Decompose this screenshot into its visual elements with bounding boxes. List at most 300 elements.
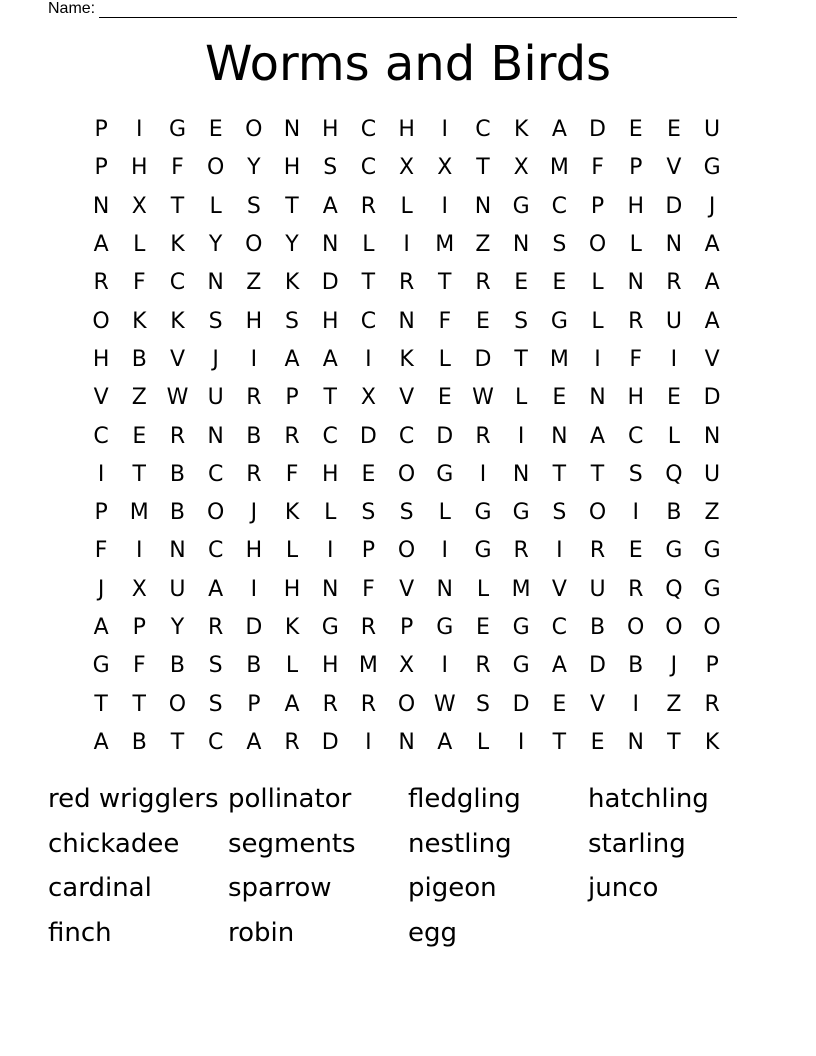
grid-letter[interactable]: R [704, 691, 720, 717]
grid-letter[interactable]: R [628, 308, 644, 334]
grid-letter[interactable]: G [436, 461, 454, 487]
grid-letter[interactable]: P [247, 691, 261, 717]
grid-letter[interactable]: M [549, 346, 569, 372]
grid-letter[interactable]: A [551, 653, 567, 679]
grid-letter[interactable]: B [169, 653, 186, 679]
grid-letter[interactable]: I [479, 461, 487, 487]
grid-letter[interactable]: E [437, 385, 452, 411]
grid-letter[interactable]: D [474, 346, 492, 372]
grid-letter[interactable]: G [474, 538, 492, 564]
grid-letter[interactable]: F [285, 461, 299, 487]
grid-letter[interactable]: G [550, 308, 568, 334]
grid-letter[interactable]: D [665, 193, 683, 219]
grid-letter[interactable]: A [704, 308, 720, 334]
grid-letter[interactable]: N [512, 232, 530, 258]
grid-row [82, 494, 732, 532]
grid-letter[interactable]: C [360, 117, 377, 143]
grid-letter[interactable]: O [588, 232, 607, 258]
grid-letter[interactable]: G [92, 653, 110, 679]
grid-letter[interactable]: N [398, 729, 415, 755]
grid-letter[interactable]: F [438, 308, 452, 334]
grid-letter[interactable]: R [208, 615, 224, 640]
grid-letter[interactable]: H [92, 346, 110, 372]
grid-letter[interactable]: J [708, 193, 716, 219]
grid-letter[interactable]: N [474, 193, 492, 219]
grid-letter[interactable]: R [398, 270, 415, 296]
grid-letter[interactable]: P [94, 500, 108, 526]
grid-letter[interactable]: G [512, 500, 530, 526]
grid-letter[interactable]: O [245, 117, 263, 143]
grid-letter[interactable]: G [321, 615, 339, 640]
word-list-item: chickadee [48, 828, 180, 859]
grid-letter[interactable]: N [321, 576, 339, 602]
grid-letter[interactable]: D [703, 385, 721, 411]
grid-letter[interactable]: K [284, 500, 300, 526]
grid-letter[interactable]: C [551, 615, 568, 640]
grid-letter[interactable]: S [475, 691, 490, 717]
grid-letter[interactable]: I [556, 538, 563, 564]
grid-letter[interactable]: F [132, 653, 146, 679]
grid-letter[interactable]: O [397, 538, 416, 564]
grid-letter[interactable]: Z [704, 500, 720, 526]
grid-letter[interactable]: Z [475, 232, 491, 258]
grid-letter[interactable]: C [551, 193, 568, 219]
grid-letter[interactable]: T [667, 729, 681, 755]
grid-letter[interactable]: G [512, 193, 530, 219]
grid-letter[interactable]: C [93, 423, 109, 449]
name-field-row [48, 0, 737, 18]
grid-letter[interactable]: F [362, 576, 375, 602]
grid-letter[interactable]: F [171, 155, 184, 181]
grid-letter[interactable]: A [284, 346, 300, 372]
grid-letter[interactable]: U [589, 576, 606, 602]
grid-letter[interactable]: S [399, 500, 414, 526]
grid-letter[interactable]: B [169, 500, 186, 526]
grid-letter[interactable]: T [94, 691, 108, 717]
grid-letter[interactable]: U [704, 461, 721, 487]
grid-letter[interactable]: B [246, 423, 262, 449]
grid-letter[interactable]: A [590, 423, 606, 449]
grid-letter[interactable]: C [475, 117, 491, 143]
grid-letter[interactable]: S [323, 155, 338, 181]
grid-letter[interactable]: R [246, 461, 262, 487]
grid-letter[interactable]: Q [665, 461, 683, 487]
grid-letter[interactable]: P [285, 385, 299, 411]
grid-letter[interactable]: H [398, 117, 415, 143]
grid-letter[interactable]: U [704, 117, 721, 143]
grid-letter[interactable]: K [170, 232, 185, 258]
name-blank-line[interactable] [99, 2, 737, 18]
grid-letter[interactable]: V [399, 385, 415, 411]
grid-letter[interactable]: G [168, 117, 186, 143]
grid-letter[interactable]: L [324, 500, 337, 526]
grid-letter[interactable]: B [131, 346, 147, 372]
grid-letter[interactable]: C [360, 155, 377, 181]
grid-letter[interactable]: S [285, 308, 300, 334]
grid-letter[interactable]: E [514, 270, 529, 296]
grid-letter[interactable]: R [360, 615, 377, 640]
grid-letter[interactable]: B [628, 653, 644, 679]
grid-letter[interactable]: B [666, 500, 682, 526]
grid-letter[interactable]: A [246, 729, 262, 755]
grid-letter[interactable]: G [436, 615, 454, 640]
grid-letter[interactable]: N [436, 576, 454, 602]
grid-letter[interactable]: S [552, 500, 567, 526]
grid-letter[interactable]: E [552, 270, 567, 296]
grid-row [82, 724, 732, 762]
grid-letter[interactable]: X [131, 576, 147, 602]
grid-letter[interactable]: R [475, 270, 491, 296]
grid-letter[interactable]: H [321, 461, 339, 487]
grid-letter[interactable]: O [665, 615, 683, 640]
grid-letter[interactable]: R [589, 538, 606, 564]
grid-letter[interactable]: Q [665, 576, 683, 602]
grid-letter[interactable]: I [97, 461, 105, 487]
grid-letter[interactable]: M [129, 500, 149, 526]
grid-letter[interactable]: E [208, 117, 223, 143]
grid-letter[interactable]: G [703, 576, 721, 602]
word-list-item: sparrow [228, 873, 332, 903]
grid-letter[interactable]: I [403, 232, 410, 258]
grid-letter[interactable]: A [93, 232, 109, 258]
grid-letter[interactable]: V [399, 576, 415, 602]
grid-letter[interactable]: E [590, 729, 605, 755]
grid-letter[interactable]: T [476, 155, 490, 181]
grid-letter[interactable]: I [250, 576, 258, 602]
grid-letter[interactable]: R [360, 691, 377, 717]
grid-letter[interactable]: A [93, 615, 109, 640]
grid-letter[interactable]: F [629, 346, 643, 372]
grid-letter[interactable]: E [666, 117, 681, 143]
grid-letter[interactable]: K [284, 615, 300, 640]
grid-letter[interactable]: T [552, 729, 567, 755]
grid-letter[interactable]: V [704, 346, 720, 372]
grid-letter[interactable]: R [322, 691, 338, 717]
grid-row [82, 379, 732, 417]
grid-letter[interactable]: H [321, 308, 339, 334]
grid-letter[interactable]: J [97, 576, 105, 602]
grid-letter[interactable]: X [399, 653, 415, 679]
grid-letter[interactable]: G [703, 155, 721, 181]
grid-letter[interactable]: I [365, 346, 372, 372]
grid-letter[interactable]: W [433, 691, 456, 717]
grid-letter[interactable]: H [131, 155, 148, 181]
grid-letter[interactable]: E [476, 615, 490, 640]
grid-letter[interactable]: O [206, 500, 225, 526]
grid-letter[interactable]: D [359, 423, 377, 449]
word-list-item: red wrigglers [48, 784, 219, 814]
grid-letter[interactable]: E [628, 538, 643, 564]
grid-letter[interactable]: R [628, 576, 644, 602]
grid-letter[interactable]: I [250, 346, 258, 372]
grid-letter[interactable]: A [93, 729, 109, 755]
grid-letter[interactable]: I [632, 691, 639, 717]
grid-letter[interactable]: G [512, 615, 530, 640]
grid-letter[interactable]: I [594, 346, 601, 372]
grid-letter[interactable]: T [514, 346, 528, 372]
grid-letter[interactable]: S [246, 193, 261, 219]
grid-letter[interactable]: R [666, 270, 682, 296]
grid-letter[interactable]: L [362, 232, 375, 258]
grid-letter[interactable]: I [136, 538, 143, 564]
grid-letter[interactable]: G [474, 500, 492, 526]
grid-letter[interactable]: O [397, 691, 416, 717]
grid-letter[interactable]: B [246, 653, 262, 679]
grid-letter[interactable]: O [245, 232, 263, 258]
grid-letter[interactable]: R [284, 423, 300, 449]
grid-letter[interactable]: N [92, 193, 110, 219]
grid-letter[interactable]: A [284, 691, 300, 717]
grid-letter[interactable]: O [168, 691, 187, 717]
grid-letter[interactable]: B [131, 729, 147, 755]
grid-letter[interactable]: C [207, 729, 224, 755]
grid-letter[interactable]: T [132, 461, 146, 487]
grid-letter[interactable]: A [704, 270, 720, 296]
grid-letter[interactable]: D [436, 423, 454, 449]
grid-letter[interactable]: I [517, 423, 525, 449]
grid-letter[interactable]: S [628, 461, 643, 487]
grid-letter[interactable]: H [321, 653, 339, 679]
grid-letter[interactable]: Y [285, 232, 299, 258]
grid-letter[interactable]: N [207, 270, 224, 296]
grid-letter[interactable]: K [132, 308, 147, 334]
grid-letter[interactable]: N [169, 538, 186, 564]
grid-letter[interactable]: Z [246, 270, 262, 296]
grid-letter[interactable]: O [703, 615, 721, 640]
grid-letter[interactable]: V [590, 691, 606, 717]
grid-letter[interactable]: M [549, 155, 569, 181]
grid-letter[interactable]: R [475, 653, 491, 679]
grid-letter[interactable]: M [511, 576, 531, 602]
grid-letter[interactable]: A [208, 576, 224, 602]
grid-letter[interactable]: E [132, 423, 147, 449]
grid-letter[interactable]: A [322, 193, 338, 219]
grid-letter[interactable]: G [512, 653, 530, 679]
grid-letter[interactable]: V [551, 576, 567, 602]
grid-letter[interactable]: P [399, 615, 414, 640]
grid-letter[interactable]: H [321, 117, 339, 143]
grid-row [82, 341, 732, 379]
grid-letter[interactable]: C [628, 423, 644, 449]
grid-letter[interactable]: X [360, 385, 376, 411]
grid-letter[interactable]: P [629, 155, 643, 181]
grid-letter[interactable]: C [322, 423, 338, 449]
grid-letter[interactable]: O [588, 500, 607, 526]
grid-letter[interactable]: S [208, 653, 223, 679]
grid-letter[interactable]: N [627, 270, 644, 296]
grid-letter[interactable]: H [283, 155, 301, 181]
grid-letter[interactable]: I [441, 117, 449, 143]
grid-letter[interactable]: O [206, 155, 225, 181]
grid-letter[interactable]: L [285, 653, 299, 679]
grid-letter[interactable]: I [632, 500, 639, 526]
grid-letter[interactable]: C [207, 461, 224, 487]
grid-letter[interactable]: A [437, 729, 453, 755]
grid-letter[interactable]: V [169, 346, 185, 372]
grid-letter[interactable]: L [591, 308, 604, 334]
grid-letter[interactable]: H [283, 576, 301, 602]
grid-letter[interactable]: P [94, 117, 108, 143]
grid-letter[interactable]: L [133, 232, 146, 258]
grid-letter[interactable]: N [703, 423, 721, 449]
grid-letter[interactable]: D [321, 729, 339, 755]
grid-letter[interactable]: L [476, 729, 490, 755]
grid-letter[interactable]: D [589, 653, 606, 679]
grid-letter[interactable]: X [437, 155, 453, 181]
grid-letter[interactable]: I [326, 538, 334, 564]
grid-letter[interactable]: E [476, 308, 490, 334]
grid-letter[interactable]: T [170, 729, 185, 755]
grid-letter[interactable]: T [590, 461, 605, 487]
grid-letter[interactable]: J [670, 653, 678, 679]
grid-letter[interactable]: I [517, 729, 525, 755]
grid-letter[interactable]: S [514, 308, 529, 334]
grid-letter[interactable]: H [627, 385, 644, 411]
grid-letter[interactable]: C [169, 270, 186, 296]
grid-letter[interactable]: R [93, 270, 109, 296]
grid-letter[interactable]: H [245, 308, 263, 334]
grid-letter[interactable]: Y [170, 615, 185, 640]
grid-letter[interactable]: T [132, 691, 146, 717]
grid-letter[interactable]: K [284, 270, 300, 296]
grid-letter[interactable]: N [665, 232, 683, 258]
grid-letter[interactable]: K [704, 729, 720, 755]
grid-letter[interactable]: P [590, 193, 605, 219]
grid-letter[interactable]: Z [131, 385, 147, 411]
grid-letter[interactable]: I [441, 538, 449, 564]
grid-letter[interactable]: T [552, 461, 567, 487]
grid-letter[interactable]: E [552, 385, 567, 411]
grid-letter[interactable]: R [284, 729, 300, 755]
grid-letter[interactable]: R [360, 193, 377, 219]
grid-letter[interactable]: P [361, 538, 376, 564]
grid-letter[interactable]: N [512, 461, 530, 487]
grid-letter[interactable]: I [670, 346, 678, 372]
grid-letter[interactable]: Y [208, 232, 223, 258]
grid-letter[interactable]: B [169, 461, 186, 487]
grid-letter[interactable]: X [131, 193, 147, 219]
grid-letter[interactable]: S [208, 691, 223, 717]
grid-letter[interactable]: R [513, 538, 529, 564]
grid-letter[interactable]: Y [247, 155, 261, 181]
grid-letter[interactable]: L [629, 232, 642, 258]
grid-letter[interactable]: N [551, 423, 568, 449]
grid-letter[interactable]: L [476, 576, 490, 602]
grid-letter[interactable]: V [93, 385, 109, 411]
grid-letter[interactable]: A [704, 232, 720, 258]
grid-letter[interactable]: L [667, 423, 681, 449]
grid-letter[interactable]: E [666, 385, 681, 411]
grid-letter[interactable]: H [627, 193, 644, 219]
grid-letter[interactable]: L [285, 538, 299, 564]
grid-letter[interactable]: N [627, 729, 644, 755]
grid-letter[interactable]: X [399, 155, 415, 181]
grid-letter[interactable]: P [132, 615, 146, 640]
grid-letter[interactable]: L [591, 270, 604, 296]
grid-letter[interactable]: O [627, 615, 645, 640]
grid-letter[interactable]: A [551, 117, 567, 143]
grid-letter[interactable]: L [209, 193, 222, 219]
grid-letter[interactable]: H [245, 538, 263, 564]
grid-letter[interactable]: C [360, 308, 377, 334]
grid-letter[interactable]: W [166, 385, 189, 411]
grid-letter[interactable]: G [703, 538, 721, 564]
grid-letter[interactable]: J [212, 346, 219, 372]
grid-letter[interactable]: S [361, 500, 376, 526]
grid-letter[interactable]: U [665, 308, 682, 334]
grid-letter[interactable]: F [94, 538, 108, 564]
grid-letter[interactable]: I [365, 729, 372, 755]
grid-letter[interactable]: Z [666, 691, 682, 717]
grid-letter[interactable]: N [589, 385, 606, 411]
grid-letter[interactable]: K [399, 346, 414, 372]
grid-letter[interactable]: K [170, 308, 185, 334]
grid-letter[interactable]: W [472, 385, 494, 411]
grid-letter[interactable]: N [398, 308, 415, 334]
grid-letter[interactable]: T [438, 270, 452, 296]
grid-letter[interactable]: D [245, 615, 263, 640]
grid-letter[interactable]: O [92, 308, 110, 334]
grid-letter[interactable]: L [400, 193, 413, 219]
grid-letter[interactable]: P [94, 155, 108, 181]
grid-letter[interactable]: A [322, 346, 338, 372]
grid-letter[interactable]: D [589, 117, 606, 143]
grid-letter[interactable]: L [438, 500, 451, 526]
grid-letter[interactable]: F [132, 270, 146, 296]
grid-letter[interactable]: E [628, 117, 643, 143]
grid-letter[interactable]: T [361, 270, 376, 296]
grid-letter[interactable]: B [589, 615, 606, 640]
grid-letter[interactable]: P [705, 653, 719, 679]
grid-letter[interactable]: K [513, 117, 529, 143]
grid-letter[interactable]: T [323, 385, 337, 411]
grid-letter[interactable]: D [321, 270, 339, 296]
grid-letter[interactable]: R [246, 385, 262, 411]
grid-letter[interactable]: S [552, 232, 567, 258]
grid-letter[interactable]: D [512, 691, 530, 717]
name-label: Name: [48, 0, 96, 17]
grid-letter[interactable]: U [207, 385, 224, 411]
grid-letter[interactable]: N [321, 232, 339, 258]
grid-letter[interactable]: V [666, 155, 682, 181]
grid-letter[interactable]: C [398, 423, 415, 449]
grid-letter[interactable]: E [361, 461, 376, 487]
grid-letter[interactable]: N [283, 117, 301, 143]
grid-letter[interactable]: I [136, 117, 143, 143]
grid-letter[interactable]: N [207, 423, 224, 449]
grid-letter[interactable]: F [591, 155, 604, 181]
grid-letter[interactable]: L [438, 346, 451, 372]
grid-letter[interactable]: R [475, 423, 491, 449]
grid-letter[interactable]: O [397, 461, 416, 487]
grid-letter[interactable]: T [170, 193, 185, 219]
grid-letter[interactable]: M [358, 653, 378, 679]
grid-letter[interactable]: M [435, 232, 455, 258]
grid-letter[interactable]: S [208, 308, 223, 334]
grid-letter[interactable]: T [285, 193, 299, 219]
grid-letter[interactable]: U [169, 576, 186, 602]
grid-letter[interactable]: L [515, 385, 528, 411]
grid-letter[interactable]: X [513, 155, 529, 181]
grid-row [82, 609, 732, 647]
grid-letter[interactable]: C [207, 538, 224, 564]
grid-letter[interactable]: I [441, 653, 449, 679]
grid-letter[interactable]: J [250, 500, 258, 526]
grid-letter[interactable]: R [169, 423, 186, 449]
grid-letter[interactable]: I [441, 193, 449, 219]
grid-letter[interactable]: G [665, 538, 683, 564]
grid-letter[interactable]: E [552, 691, 567, 717]
